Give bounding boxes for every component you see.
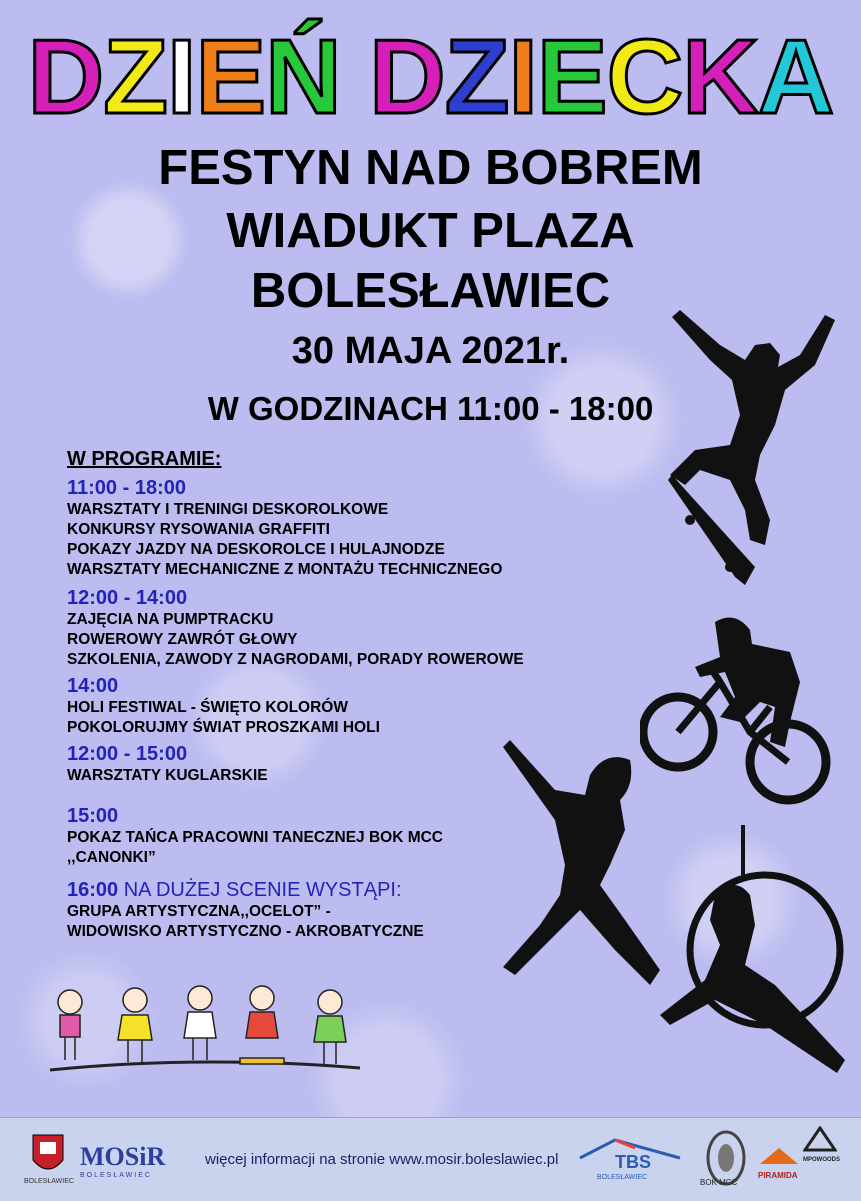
slot-item: POKAZY JAZDY NA DESKOROLCE I HULAJNODZE: [67, 541, 445, 558]
title-letter: E: [195, 18, 266, 136]
slot-time: 12:00 - 15:00: [67, 743, 188, 765]
title-letter: I: [508, 18, 537, 136]
slot-item: ROWEROWY ZAWRÓT GŁOWY: [67, 631, 298, 648]
slot-item: POKOLORUJMY ŚWIAT PROSZKAMI HOLI: [67, 719, 380, 736]
title-letter: D: [369, 18, 445, 136]
slot-item: WIDOWISKO ARTYSTYCZNO - AKROBATYCZNE: [67, 923, 424, 940]
title-letter: D: [27, 18, 104, 136]
skateboarder-silhouette: [660, 305, 850, 590]
slot-item: ZAJĘCIA NA PUMPTRACKU: [67, 611, 274, 628]
kids-drawing: [40, 980, 370, 1080]
title-letter: Z: [103, 18, 167, 136]
piramida-logo: PIRAMIDA: [758, 1146, 800, 1180]
mpowoods-logo: MPOWOODS: [803, 1126, 840, 1163]
slot-item: SZKOLENIA, ZAWODY Z NAGRODAMI, PORADY ROWEROWE: [67, 651, 524, 668]
program-slot: [67, 586, 687, 670]
title-letter: K: [682, 18, 758, 136]
title-letter: I: [166, 18, 196, 136]
dancer-silhouette: [495, 735, 665, 990]
program-heading: W PROGRAMIE:: [67, 448, 222, 470]
title-letter: Ń: [265, 18, 341, 136]
more-info-text: więcej informacji na stronie www.mosir.boleslawiec.pl: [205, 1151, 559, 1168]
slot-item: HOLI FESTIWAL - ŚWIĘTO KOLORÓW: [67, 699, 348, 716]
program-slot: [67, 674, 687, 738]
slot-time: 15:00: [67, 805, 119, 827]
subtitle-festyn: FESTYN NAD BOBREM: [158, 141, 703, 195]
program-slot: [67, 476, 687, 580]
title-letter: Z: [444, 18, 509, 136]
slot-time: 16:00 NA DUŻEJ SCENIE WYSTĄPI:: [67, 879, 402, 901]
title-letter: C: [606, 18, 683, 136]
slot-item: GRUPA ARTYSTYCZNA,,OCELOT” -: [67, 903, 331, 920]
slot-time: 12:00 - 14:00: [67, 587, 188, 609]
mosir-logo: MOSiR BOLESŁAWIEC: [80, 1142, 166, 1179]
bok-mcc-logo: BOK MCC: [698, 1128, 748, 1196]
slot-time: 11:00 - 18:00: [67, 477, 186, 499]
aerial-hoop-silhouette: [655, 825, 855, 1080]
bmx-rider-silhouette: [640, 612, 840, 807]
event-date: 30 MAJA 2021r.: [291, 330, 570, 372]
slot-item: WARSZTATY MECHANICZNE Z MONTAŻU TECHNICZNEGO: [67, 561, 503, 578]
slot-item: KONKURSY RYSOWANIA GRAFFITI: [67, 521, 330, 538]
event-hours: W GODZINACH 11:00 - 18:00: [207, 390, 654, 427]
subtitle-city: BOLESŁAWIEC: [250, 264, 611, 318]
slot-item: ,,CANONKI”: [67, 849, 156, 866]
slot-item: WARSZTATY KUGLARSKIE: [67, 767, 268, 784]
slot-time: 14:00: [67, 675, 119, 697]
title-letter: A: [757, 18, 834, 136]
title-letter: [341, 22, 369, 132]
slot-item: POKAZ TAŃCA PRACOWNI TANECZNEJ BOK MCC: [67, 829, 444, 846]
page-title: [0, 18, 861, 136]
city-logo-label: BOLESŁAWIEC: [24, 1178, 74, 1185]
tbs-logo: TBS BOLESŁAWIEC: [575, 1136, 685, 1165]
footer: [0, 1117, 861, 1201]
subtitle-venue: WIADUKT PLAZA: [226, 204, 635, 258]
title-letter: E: [536, 18, 607, 136]
slot-item: WARSZTATY I TRENINGI DESKOROLKOWE: [67, 501, 389, 518]
